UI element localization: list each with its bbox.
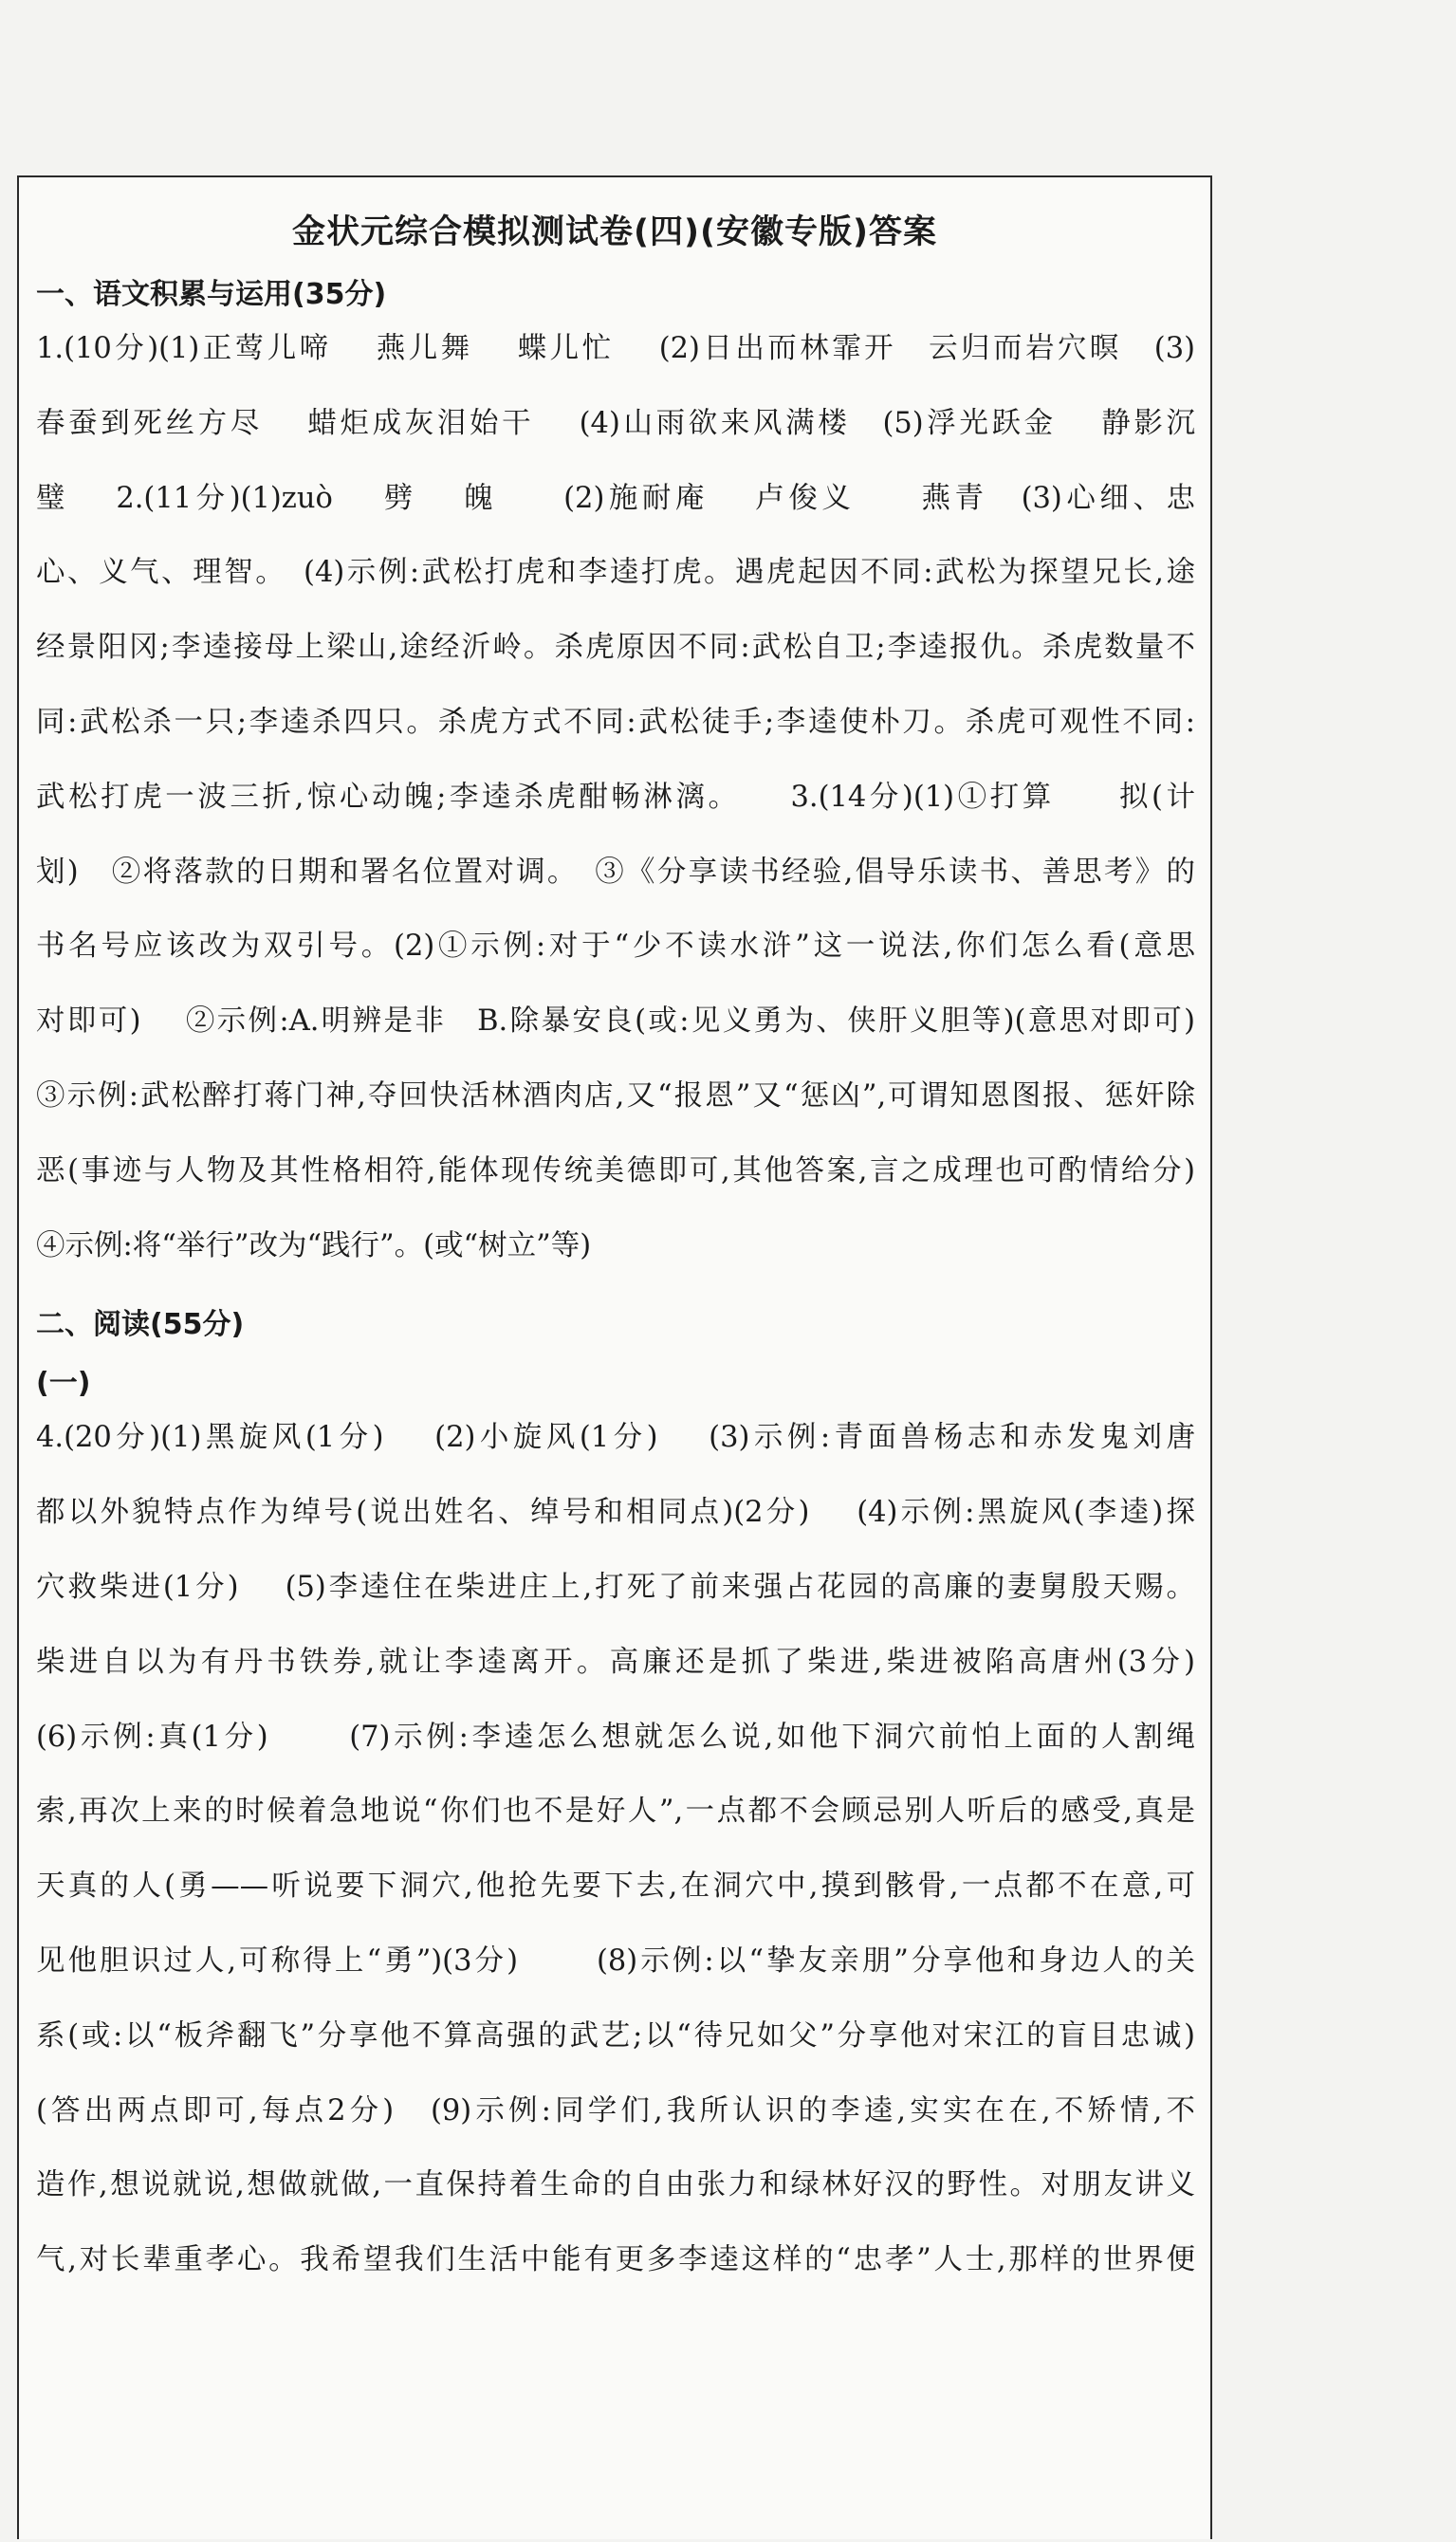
text-line: ④示例:将“举行”改为“践行”。(或“树立”等) (36, 1228, 592, 1262)
text-line: (答出两点即可,每点2分) (9)示例:同学们,我所认识的李逵,实实在在,不矫情,不 (36, 2093, 1195, 2128)
text-line: 璧 2.(11分)(1)zuò 劈 魄 (2)施耐庵 卢俊义 燕青 (3)心细、忠 (36, 481, 1195, 515)
section-2-body (19, 1401, 1210, 2298)
section-1-heading: 一、语文积累与运用(35分) (36, 278, 387, 311)
answer-sheet (17, 175, 1212, 2539)
text-line: 都以外貌特点作为绰号(说出姓名、绰号和相同点)(2分) (4)示例:黑旋风(李逵)探 (36, 1496, 1195, 1530)
text-line: 造作,想说就说,想做就做,一直保持着生命的自由张力和绿林好汉的野性。对朋友讲义 (36, 2168, 1195, 2202)
section-1-body (19, 312, 1210, 1283)
text-line: 划) ②将落款的日期和署名位置对调。 ③《分享读书经验,倡导乐读书、善思考》的 (36, 855, 1195, 889)
text-line: 同:武松杀一只;李逵杀四只。杀虎方式不同:武松徒手;李逵使朴刀。杀虎可观性不同: (36, 705, 1195, 739)
text-line: 柴进自以为有丹书铁券,就让李逵离开。高廉还是抓了柴进,柴进被陷高唐州(3分) (36, 1645, 1195, 1679)
text-line: 天真的人(勇——听说要下洞穴,他抢先要下去,在洞穴中,摸到骸骨,一点都不在意,可 (36, 1870, 1195, 1904)
text-line: 春蚕到死丝方尽 蜡炬成灰泪始干 (4)山雨欲来风满楼 (5)浮光跃金 静影沉 (36, 406, 1195, 440)
text-line: 经景阳冈;李逵接母上梁山,途经沂岭。杀虎原因不同:武松自卫;李逵报仇。杀虎数量不 (36, 631, 1195, 665)
text-line: 对即可) ②示例:A.明辨是非 B.除暴安良(或:见义勇为、侠肝义胆等)(意思对即可) (36, 1004, 1195, 1039)
text-line: 系(或:以“板斧翻飞”分享他不算高强的武艺;以“待兄如父”分享他对宋江的盲目忠诚) (36, 2018, 1195, 2053)
text-line: 1.(10分)(1)正莺儿啼 燕儿舞 蝶儿忙 (2)日出而林霏开 云归而岩穴暝 (3) (36, 332, 1195, 365)
text-line: 4.(20分)(1)黑旋风(1分) (2)小旋风(1分) (3)示例:青面兽杨志和赤发鬼刘唐 (36, 1421, 1195, 1455)
text-line: 见他胆识过人,可称得上“勇”)(3分) (8)示例:以“挚友亲朋”分享他和身边人的关 (36, 1943, 1195, 1978)
text-line: 索,再次上来的时候着急地说“你们也不是好人”,一点都不会顾忌别人听后的感受,真是 (36, 1795, 1195, 1829)
page-title: 金状元综合模拟测试卷(四)(安徽专版)答案 (292, 213, 937, 251)
text-line: 武松打虎一波三折,惊心动魄;李逵杀虎酣畅淋漓。 3.(14分)(1)①打算 拟(计 (36, 780, 1195, 814)
text-line: 穴救柴进(1分) (5)李逵住在柴进庄上,打死了前来强占花园的高廉的妻舅殷天赐。 (36, 1570, 1195, 1604)
text-line: 书名号应该改为双引号。(2)①示例:对于“少不读水浒”这一说法,你们怎么看(意思 (36, 930, 1195, 964)
text-line: (6)示例:真(1分) (7)示例:李逵怎么想就怎么说,如他下洞穴前怕上面的人割绳 (36, 1720, 1195, 1754)
section-2-heading: 二、阅读(55分) (36, 1308, 245, 1342)
text-line: 恶(事迹与人物及其性格相符,能体现传统美德即可,其他答案,言之成理也可酌情给分) (36, 1153, 1195, 1188)
subsection-heading: (一) (36, 1367, 91, 1401)
text-line: 气,对长辈重孝心。我希望我们生活中能有更多李逵这样的“忠孝”人士,那样的世界便 (36, 2243, 1195, 2277)
text-line: ③示例:武松醉打蒋门神,夺回快活林酒肉店,又“报恩”又“惩凶”,可谓知恩图报、惩奸除 (36, 1078, 1195, 1113)
text-line: 心、义气、理智。 (4)示例:武松打虎和李逵打虎。遇虎起因不同:武松为探望兄长,途 (36, 556, 1195, 590)
